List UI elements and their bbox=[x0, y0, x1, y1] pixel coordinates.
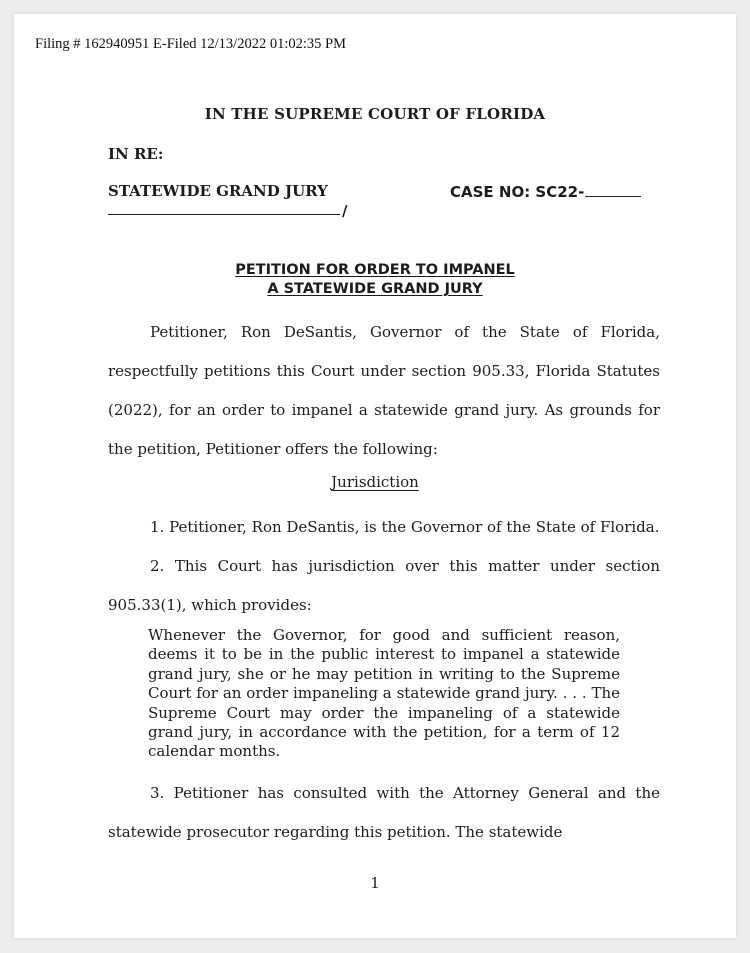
section-heading-text: Jurisdiction bbox=[331, 473, 419, 491]
caption-blank-line bbox=[108, 204, 340, 215]
numbered-paragraph-3: 3. Petitioner has consulted with the Attorney General and the statewide prosecutor regarding this petition. The statewide bbox=[108, 784, 660, 841]
document-page bbox=[14, 14, 736, 938]
section-heading bbox=[14, 473, 736, 491]
title-line-2: A STATEWIDE GRAND JURY bbox=[267, 281, 483, 297]
case-number bbox=[450, 182, 641, 201]
case-number-blank bbox=[585, 182, 641, 197]
case-number-label: CASE NO: SC22- bbox=[450, 183, 585, 201]
page-number: 1 bbox=[370, 874, 380, 892]
numbered-paragraph-2: 2. This Court has jurisdiction over this matter under section 905.33(1), which provides: bbox=[108, 557, 660, 614]
caption-slash: / bbox=[342, 202, 348, 220]
numbered-paragraph-1: 1. Petitioner, Ron DeSantis, is the Governor of the State of Florida. bbox=[150, 518, 660, 536]
block-quote: Whenever the Governor, for good and sufficient reason, deems it to be in the public interest to impanel a statewide grand jury, she or he may petition in writing to the Supreme Court for an order impaneling a statewide grand jury. . . . The Supreme Court may order the impaneling of a statewide grand jury, in accordance with the petition, for a term of 12 calendar months. bbox=[148, 626, 620, 761]
document-title bbox=[14, 261, 736, 299]
caption-party: STATEWIDE GRAND JURY bbox=[108, 182, 328, 200]
filing-header: Filing # 162940951 E-Filed 12/13/2022 01:02:35 PM bbox=[35, 36, 346, 52]
intro-paragraph: Petitioner, Ron DeSantis, Governor of the State of Florida, respectfully petitions this Court under section 905.33, Florida Statutes (2022), for an order to impanel a statewide grand jury. As grounds for the petition, Petitioner offers the following: bbox=[108, 323, 660, 458]
court-name: IN THE SUPREME COURT OF FLORIDA bbox=[204, 105, 546, 123]
title-line-1: PETITION FOR ORDER TO IMPANEL bbox=[235, 262, 515, 278]
in-re-label: IN RE: bbox=[108, 145, 164, 163]
